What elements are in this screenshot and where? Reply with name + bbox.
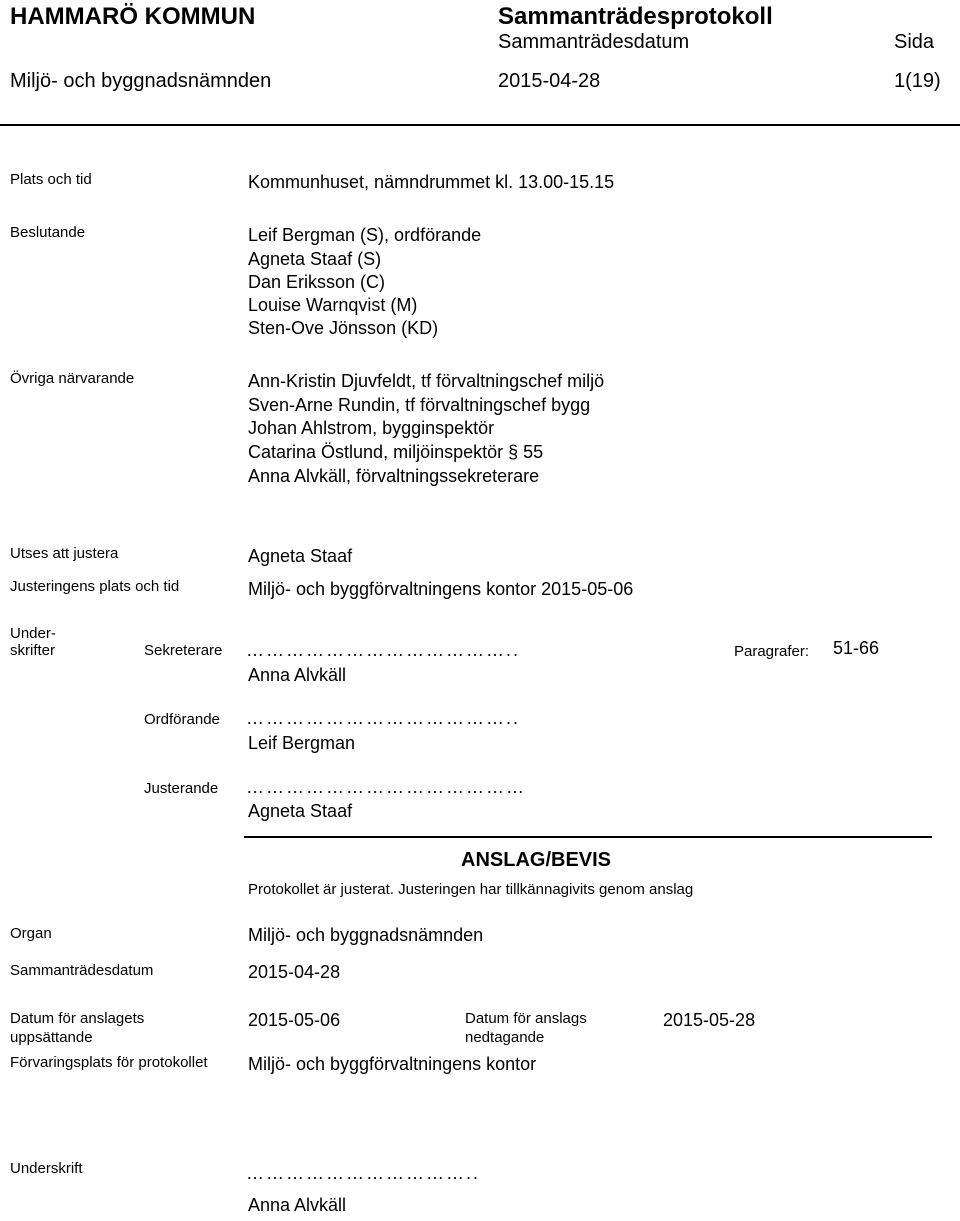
paragraphs-value: 51-66 bbox=[833, 638, 880, 658]
chair-signature-line: ………………………………….. bbox=[246, 708, 521, 728]
meeting-date: 2015-04-28 bbox=[498, 70, 601, 92]
adjuster-sign-label: Justerande bbox=[144, 780, 219, 797]
other-present: Ann-Kristin Djuvfeldt, tf förvaltningschef miljö bbox=[248, 371, 605, 391]
organization-name: HAMMARÖ KOMMUN bbox=[10, 3, 256, 30]
other-present: Anna Alvkäll, förvaltningssekreterare bbox=[248, 466, 540, 486]
notice-statement: Protokollet är justerat. Justeringen har tillkännagivits genom anslag bbox=[248, 881, 694, 898]
organ-label: Organ bbox=[10, 925, 52, 942]
page-number: 1(19) bbox=[894, 70, 941, 92]
decision-maker: Dan Eriksson (C) bbox=[248, 272, 386, 292]
decision-makers-label: Beslutande bbox=[10, 224, 86, 241]
posting-date-label-line2: uppsättande bbox=[10, 1029, 93, 1046]
adjuster-signature-line: …………………………………… bbox=[246, 777, 526, 797]
signatures-label-line1: Under- bbox=[10, 625, 56, 642]
signature-name: Anna Alvkäll bbox=[248, 1195, 347, 1215]
place-value: Kommunhuset, nämndrummet kl. 13.00-15.15 bbox=[248, 172, 615, 192]
secretary-name: Anna Alvkäll bbox=[248, 665, 347, 685]
secretary-signature-line: ………………………………….. bbox=[246, 640, 521, 660]
other-present: Sven-Arne Rundin, tf förvaltningschef bygg bbox=[248, 395, 591, 415]
posting-date-label-line1: Datum för anslagets bbox=[10, 1010, 145, 1027]
removal-date-label-line1: Datum för anslags bbox=[465, 1010, 587, 1027]
adjustment-place-label: Justeringens plats och tid bbox=[10, 578, 180, 595]
chair-label: Ordförande bbox=[144, 711, 220, 728]
removal-date-label-line2: nedtagande bbox=[465, 1029, 545, 1046]
adjuster-value: Agneta Staaf bbox=[248, 546, 353, 566]
notice-title: ANSLAG/BEVIS bbox=[461, 849, 612, 871]
adjuster-label: Utses att justera bbox=[10, 545, 119, 562]
decision-maker: Agneta Staaf (S) bbox=[248, 249, 382, 269]
chair-name: Leif Bergman bbox=[248, 733, 356, 753]
decision-maker: Louise Warnqvist (M) bbox=[248, 295, 418, 315]
adjustment-place-value: Miljö- och byggförvaltningens kontor 2015-05-06 bbox=[248, 579, 634, 599]
meeting-date-label: Sammanträdesdatum bbox=[498, 31, 690, 53]
other-present: Johan Ahlstrom, bygginspektör bbox=[248, 418, 495, 438]
signature-label: Underskrift bbox=[10, 1160, 83, 1177]
document-type: Sammanträdesprotokoll bbox=[498, 3, 773, 30]
board-name: Miljö- och byggnadsnämnden bbox=[10, 70, 272, 92]
page-label: Sida bbox=[894, 31, 935, 53]
removal-date-value: 2015-05-28 bbox=[663, 1010, 756, 1030]
decision-maker: Leif Bergman (S), ordförande bbox=[248, 225, 482, 245]
other-present: Catarina Östlund, miljöinspektör § 55 bbox=[248, 442, 544, 462]
header-divider bbox=[0, 124, 960, 126]
organ-value: Miljö- och byggnadsnämnden bbox=[248, 925, 484, 945]
adjuster-name: Agneta Staaf bbox=[248, 801, 353, 821]
posting-date-value: 2015-05-06 bbox=[248, 1010, 341, 1030]
notice-divider bbox=[244, 836, 932, 838]
storage-label: Förvaringsplats för protokollet bbox=[10, 1054, 208, 1071]
secretary-label: Sekreterare bbox=[144, 642, 223, 659]
storage-value: Miljö- och byggförvaltningens kontor bbox=[248, 1054, 537, 1074]
signatures-label-line2: skrifter bbox=[10, 642, 55, 659]
signature-line: …………………………….. bbox=[246, 1163, 481, 1183]
notice-date-value: 2015-04-28 bbox=[248, 962, 341, 982]
paragraphs-label: Paragrafer: bbox=[734, 643, 810, 660]
notice-date-label: Sammanträdesdatum bbox=[10, 962, 154, 979]
decision-maker: Sten-Ove Jönsson (KD) bbox=[248, 318, 439, 338]
others-present-label: Övriga närvarande bbox=[10, 370, 135, 387]
place-label: Plats och tid bbox=[10, 171, 92, 188]
